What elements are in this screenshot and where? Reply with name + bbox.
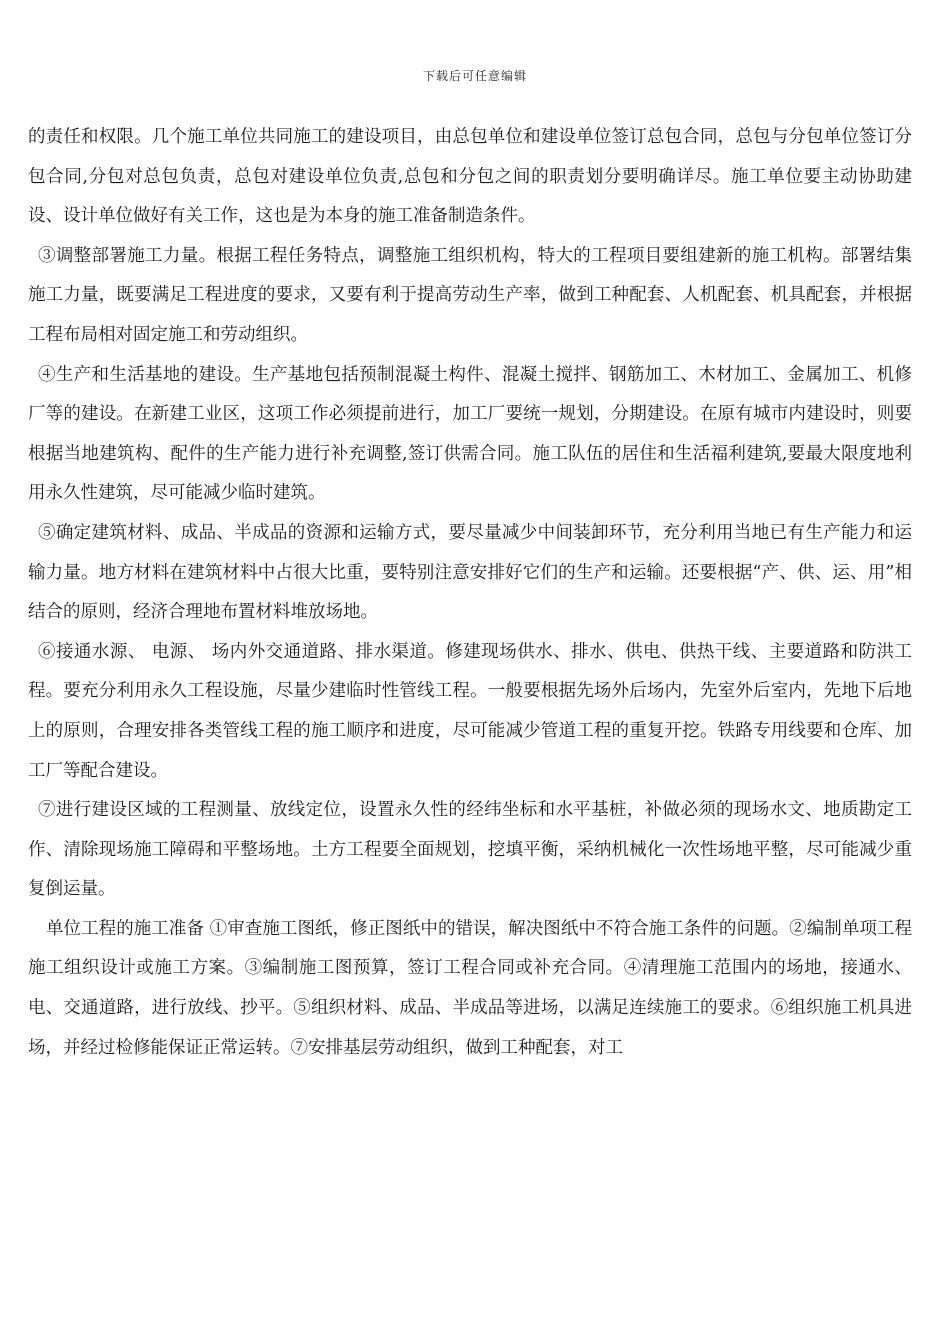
document-body: [28, 118, 912, 1068]
paragraph-6: ⑦进行建设区域的工程测量、放线定位，设置永久性的经纬坐标和水平基桩，补做必须的现场水文、地质勘定工作、清除现场施工障碍和平整场地。土方工程要全面规划，挖填平衡，采纳机械化一次性场地平整，尽可能减少重复倒运量。: [28, 800, 912, 900]
paragraph-7: 单位工程的施工准备 ①审查施工图纸，修正图纸中的错误，解决图纸中不符合施工条件的问题。②编制单项工程施工组织设计或施工方案。③编制施工图预算，签订工程合同或补充合同。④清理施工范围内的场地，接通水、电、交通道路，进行放线、抄平。⑤组织材料、成品、半成品等进场，以满足连续施工的要求。⑥组织施工机具进场，并经过检修能保证正常运转。⑦安排基层劳动组织，做到工种配套，对工: [28, 918, 912, 1058]
paragraph-1: 的责任和权限。几个施工单位共同施工的建设项目，由总包单位和建设单位签订总包合同，总包与分包单位签订分包合同,分包对总包负责，总包对建设单位负责,总包和分包之间的职责划分要明确详尽。施工单位要主动协助建设、设计单位做好有关工作，这也是为本身的施工准备制造条件。: [28, 127, 912, 227]
paragraph-3: ④生产和生活基地的建设。生产基地包括预制混凝土构件、混凝土搅拌、钢筋加工、木材加工、金属加工、机修厂等的建设。在新建工业区，这项工作必须提前进行，加工厂要统一规划，分期建设。在原有城市内建设时，则要根据当地建筑构、配件的生产能力进行补充调整,签订供需合同。施工队伍的居住和生活福利建筑,要最大限度地利用永久性建筑，尽可能减少临时建筑。: [28, 364, 912, 504]
page-header: 下载后可任意编辑: [422, 69, 527, 83]
paragraph-2: ③调整部署施工力量。根据工程任务特点，调整施工组织机构，特大的工程项目要组建新的施工机构。部署结集施工力量，既要满足工程进度的要求，又要有利于提高劳动生产率，做到工种配套、人机配套、机具配套，并根据工程布局相对固定施工和劳动组织。: [28, 245, 912, 345]
paragraph-5: ⑥接通水源、 电源、 场内外交通道路、排水渠道。修建现场供水、排水、供电、供热干线、主要道路和防洪工程。要充分利用永久工程设施，尽量少建临时性管线工程。一般要根据先场外后场内，先室外后室内，先地下后地上的原则，合理安排各类管线工程的施工顺序和进度，尽可能减少管道工程的重复开挖。铁路专用线要和仓库、加工厂等配合建设。: [28, 641, 912, 781]
paragraph-4: ⑤确定建筑材料、成品、半成品的资源和运输方式，要尽量减少中间装卸环节，充分利用当地已有生产能力和运输力量。地方材料在建筑材料中占很大比重，要特别注意安排好它们的生产和运输。还要根据“产、供、运、用”相结合的原则，经济合理地布置材料堆放场地。: [28, 522, 912, 623]
